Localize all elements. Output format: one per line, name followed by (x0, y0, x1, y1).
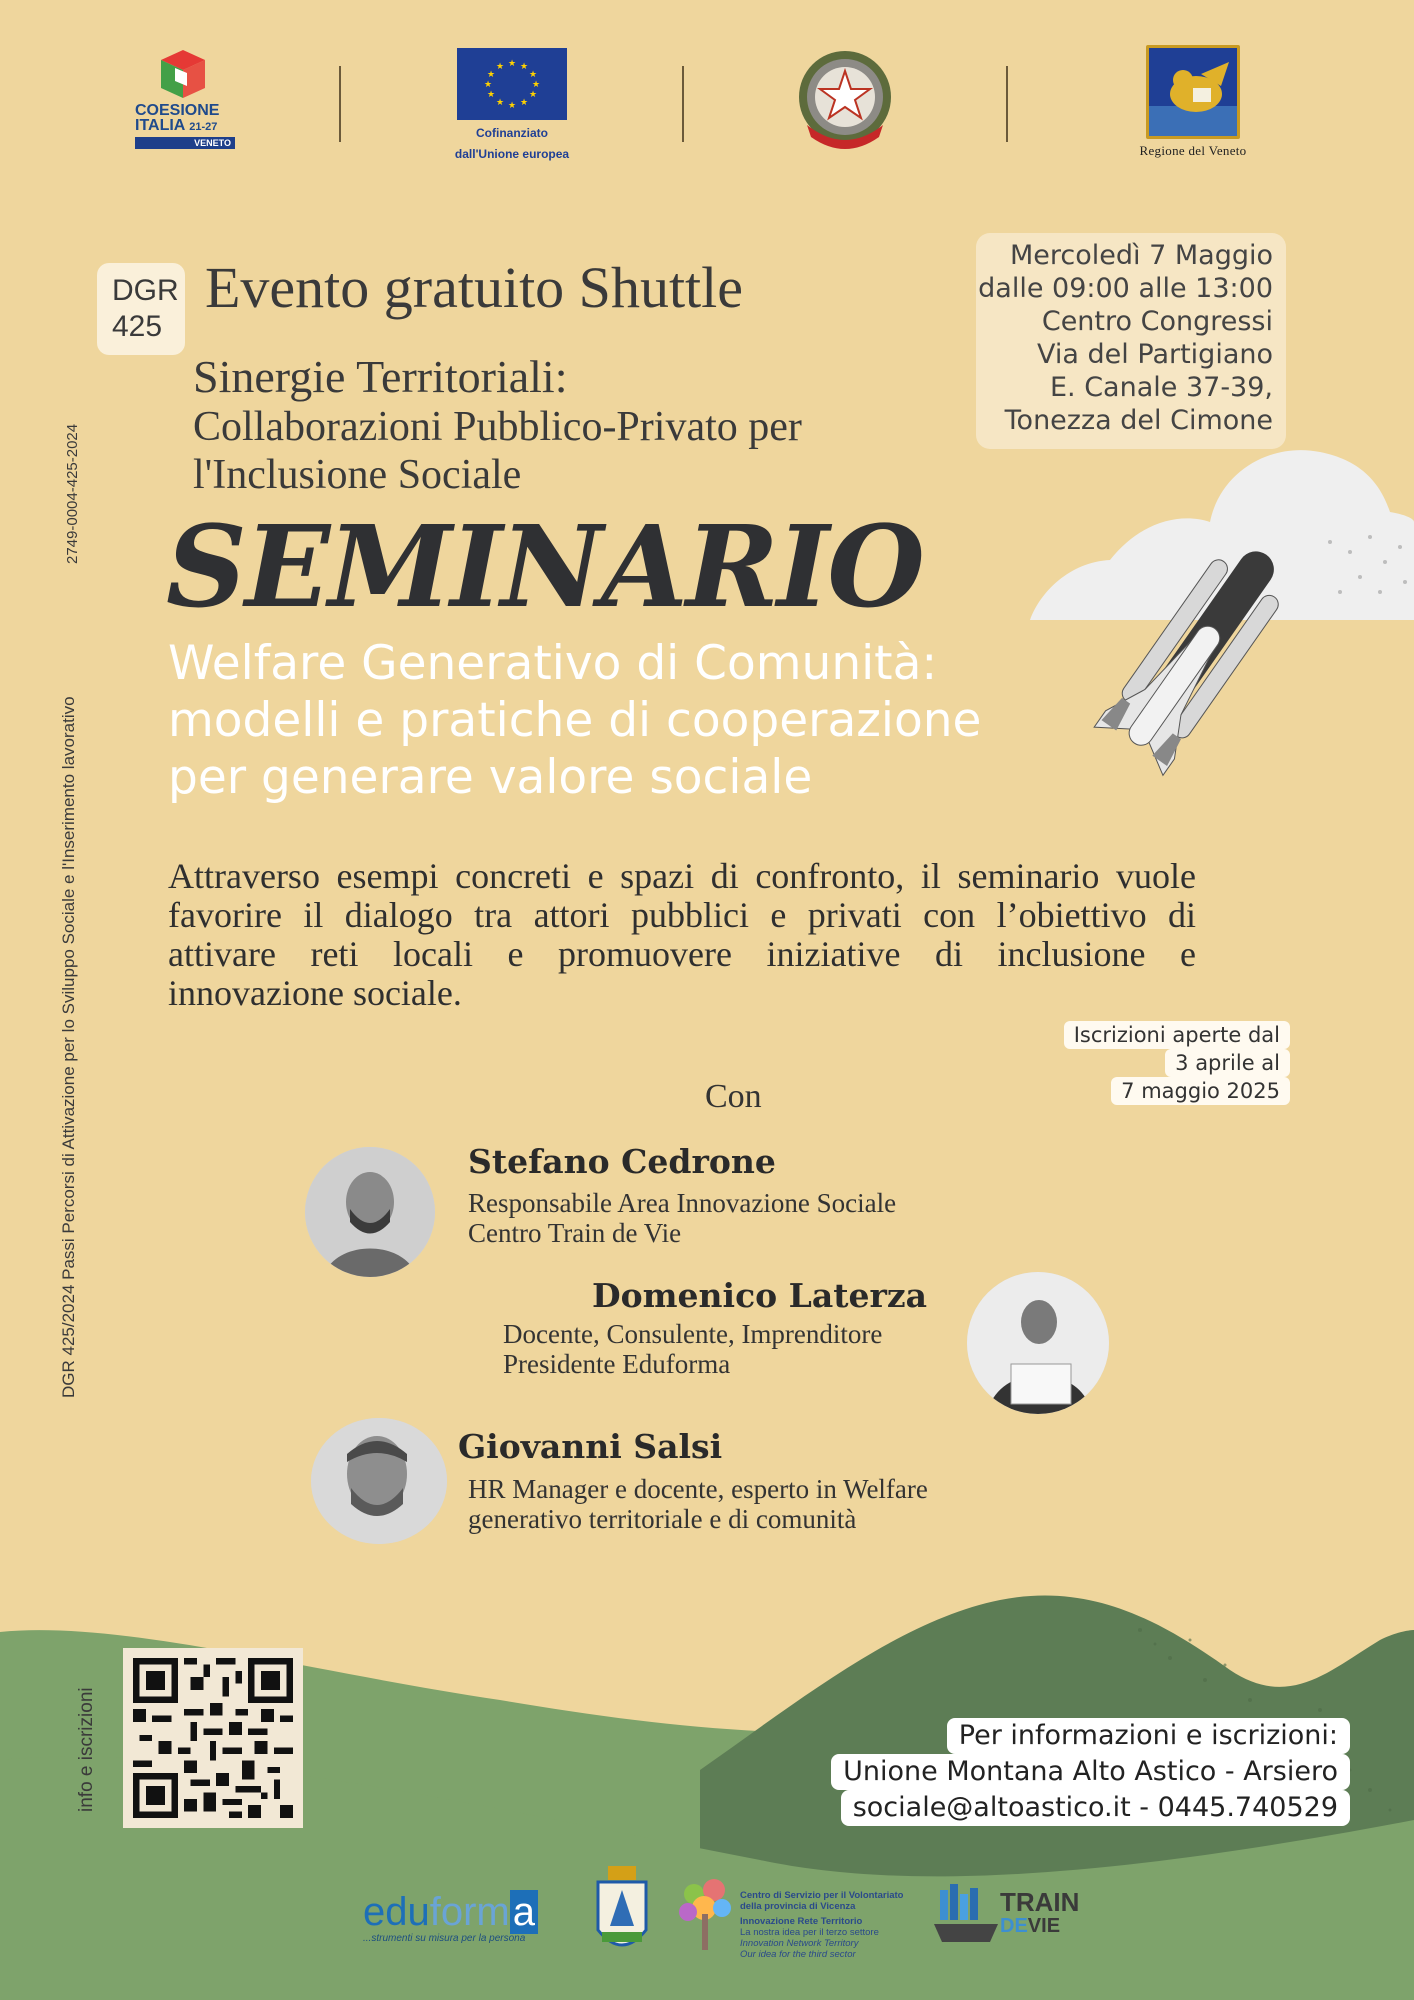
logo-divider (682, 66, 684, 142)
space-shuttle-icon (1070, 510, 1310, 810)
logo-divider (339, 66, 341, 142)
svg-text:★: ★ (528, 90, 538, 100)
italian-republic-emblem-icon (793, 45, 897, 157)
project-code: 2749-0004-425-2024 (64, 423, 81, 564)
address-line2: E. Canale 37-39, (1049, 372, 1273, 403)
svg-text:★: ★ (519, 98, 529, 108)
svg-text:★: ★ (531, 80, 541, 90)
speaker-role-line1: Responsabile Area Innovazione Sociale (468, 1188, 897, 1218)
svg-text:★: ★ (507, 59, 517, 69)
qr-code-icon (133, 1658, 293, 1818)
speaker-role (468, 1188, 896, 1248)
description-line1: Attraverso esempi concreti e spazi di confronto, il seminario vuole (168, 857, 1196, 896)
registration-dates (1064, 1021, 1290, 1105)
csv-line5: Innovation Network Territory (740, 1938, 859, 1949)
coesione-line2: ITALIA (135, 117, 185, 134)
csv-line3: Innovazione Rete Territorio (740, 1916, 863, 1927)
city-line: Tonezza del Cimone (1004, 405, 1273, 436)
regione-veneto-logo (1118, 45, 1268, 159)
event-title: Evento gratuito Shuttle (205, 255, 744, 320)
coesione-years: 21-27 (189, 121, 218, 133)
speaker-role-line1: Docente, Consulente, Imprenditore (503, 1319, 883, 1349)
svg-text:★: ★ (495, 62, 505, 72)
eduforma-tagline: ...strumenti su misura per la persona (363, 1933, 526, 1944)
event-subtitle-line2: Collaborazioni Pubblico-Privato per (193, 404, 802, 450)
csv-line4: La nostra idea per il terzo settore (740, 1927, 879, 1938)
logo-divider (1006, 66, 1008, 142)
speaker-role (503, 1319, 882, 1379)
speaker-role (468, 1474, 928, 1534)
seminar-label: SEMINARIO (166, 502, 923, 633)
csv-line2: della provincia di Vicenza (740, 1901, 856, 1912)
date-location-box (976, 233, 1286, 449)
svg-text:★: ★ (519, 62, 529, 72)
municipal-coat-of-arms-icon (594, 1866, 650, 1960)
registration-line2: 3 aprile al (1165, 1049, 1290, 1077)
registration-line1: Iscrizioni aperte dal (1064, 1021, 1290, 1049)
address-line1: Via del Partigiano (1037, 339, 1273, 370)
contact-organization: Unione Montana Alto Astico - Arsiero (831, 1754, 1350, 1790)
eduforma-name-part1: edu (363, 1890, 430, 1934)
svg-text:★: ★ (486, 90, 496, 100)
speaker-avatar (967, 1272, 1109, 1414)
contact-heading: Per informazioni e iscrizioni: (947, 1718, 1350, 1754)
speaker-role-line2: generativo territoriale e di comunità (468, 1504, 857, 1534)
registration-line3: 7 maggio 2025 (1111, 1077, 1290, 1105)
event-subtitle: Sinergie Territoriali: (193, 351, 568, 402)
train-word3: VIE (1027, 1915, 1061, 1937)
seminar-description (168, 857, 1196, 1013)
coesione-logo (135, 48, 235, 149)
seminar-topic-line2: modelli e pratiche di cooperazione (168, 693, 982, 748)
speaker-name: Stefano Cedrone (468, 1142, 776, 1181)
coesione-cube-icon (153, 48, 213, 103)
csv-tree-icon (674, 1874, 736, 1954)
info-side-label: info e iscrizioni (76, 1687, 97, 1812)
train-de-vie-logo (1000, 1887, 1080, 1938)
description-line4: innovazione sociale. (168, 974, 462, 1013)
eu-flag-icon (457, 48, 567, 120)
seminar-topic-line3: per generare valore sociale (168, 750, 813, 805)
eduforma-name-part3: a (510, 1890, 538, 1934)
description-line2: favorire il dialogo tra attori pubblici e privati con l’obiettivo di (168, 896, 1196, 935)
coesione-line1: COESIONE (135, 102, 220, 119)
contact-info (831, 1718, 1350, 1826)
seminar-topic (168, 635, 981, 806)
speakers-label: Con (705, 1078, 762, 1115)
speaker-name: Giovanni Salsi (458, 1427, 723, 1466)
svg-text:★: ★ (486, 70, 496, 80)
dgr-badge-line1: DGR (112, 274, 179, 307)
train-word2: DE (1000, 1915, 1028, 1937)
venue-line: Centro Congressi (1041, 306, 1273, 337)
seminar-topic-line1: Welfare Generativo di Comunità: (168, 636, 938, 691)
veneto-caption: Regione del Veneto (1139, 143, 1247, 158)
csv-line6: Our idea for the third sector (740, 1949, 856, 1960)
eu-caption-line2: dall'Unione europea (454, 147, 570, 161)
time-line: dalle 09:00 alle 13:00 (978, 273, 1273, 304)
registration-qr-code[interactable] (123, 1648, 303, 1828)
speaker-role-line1: HR Manager e docente, esperto in Welfare (468, 1474, 928, 1504)
svg-text:★: ★ (507, 101, 517, 111)
speaker-name: Domenico Laterza (592, 1276, 927, 1315)
contact-email-phone[interactable]: sociale@altoastico.it - 0445.740529 (841, 1790, 1350, 1826)
event-subtitle-detail (193, 403, 802, 499)
svg-text:★: ★ (483, 80, 493, 90)
csv-line1: Centro di Servizio per il Volontariato (740, 1890, 904, 1901)
program-description: DGR 425/2024 Passi Percorsi di Attivazione per lo Sviluppo Sociale e l'Inserimento lavorativo (59, 696, 78, 1398)
dgr-badge (97, 263, 185, 355)
header-logos (0, 40, 1414, 170)
eu-logo (452, 48, 572, 162)
partner-logos (0, 1862, 1414, 1972)
eduforma-name-part2: form (429, 1890, 510, 1934)
coesione-region: VENETO (135, 137, 235, 149)
speaker-role-line2: Presidente Eduforma (503, 1349, 731, 1379)
speaker-role-line2: Centro Train de Vie (468, 1218, 682, 1248)
eu-caption-line1: Cofinanziato (476, 126, 548, 140)
svg-text:★: ★ (528, 70, 538, 80)
train-skyline-icon (930, 1880, 1002, 1950)
eduforma-logo (363, 1892, 538, 1946)
event-subtitle-line3: l'Inclusione Sociale (193, 452, 522, 498)
svg-text:★: ★ (495, 98, 505, 108)
csv-logo (740, 1890, 903, 1960)
speaker-avatar (305, 1147, 435, 1277)
date-line: Mercoledì 7 Maggio (1009, 240, 1273, 271)
description-line3: attivare reti locali e promuovere iniziative di inclusione e (168, 935, 1196, 974)
train-word1: TRAIN (1000, 1887, 1080, 1917)
lion-of-venice-icon (1146, 45, 1240, 139)
speaker-avatar (311, 1418, 447, 1544)
dgr-badge-line2: 425 (112, 310, 163, 343)
